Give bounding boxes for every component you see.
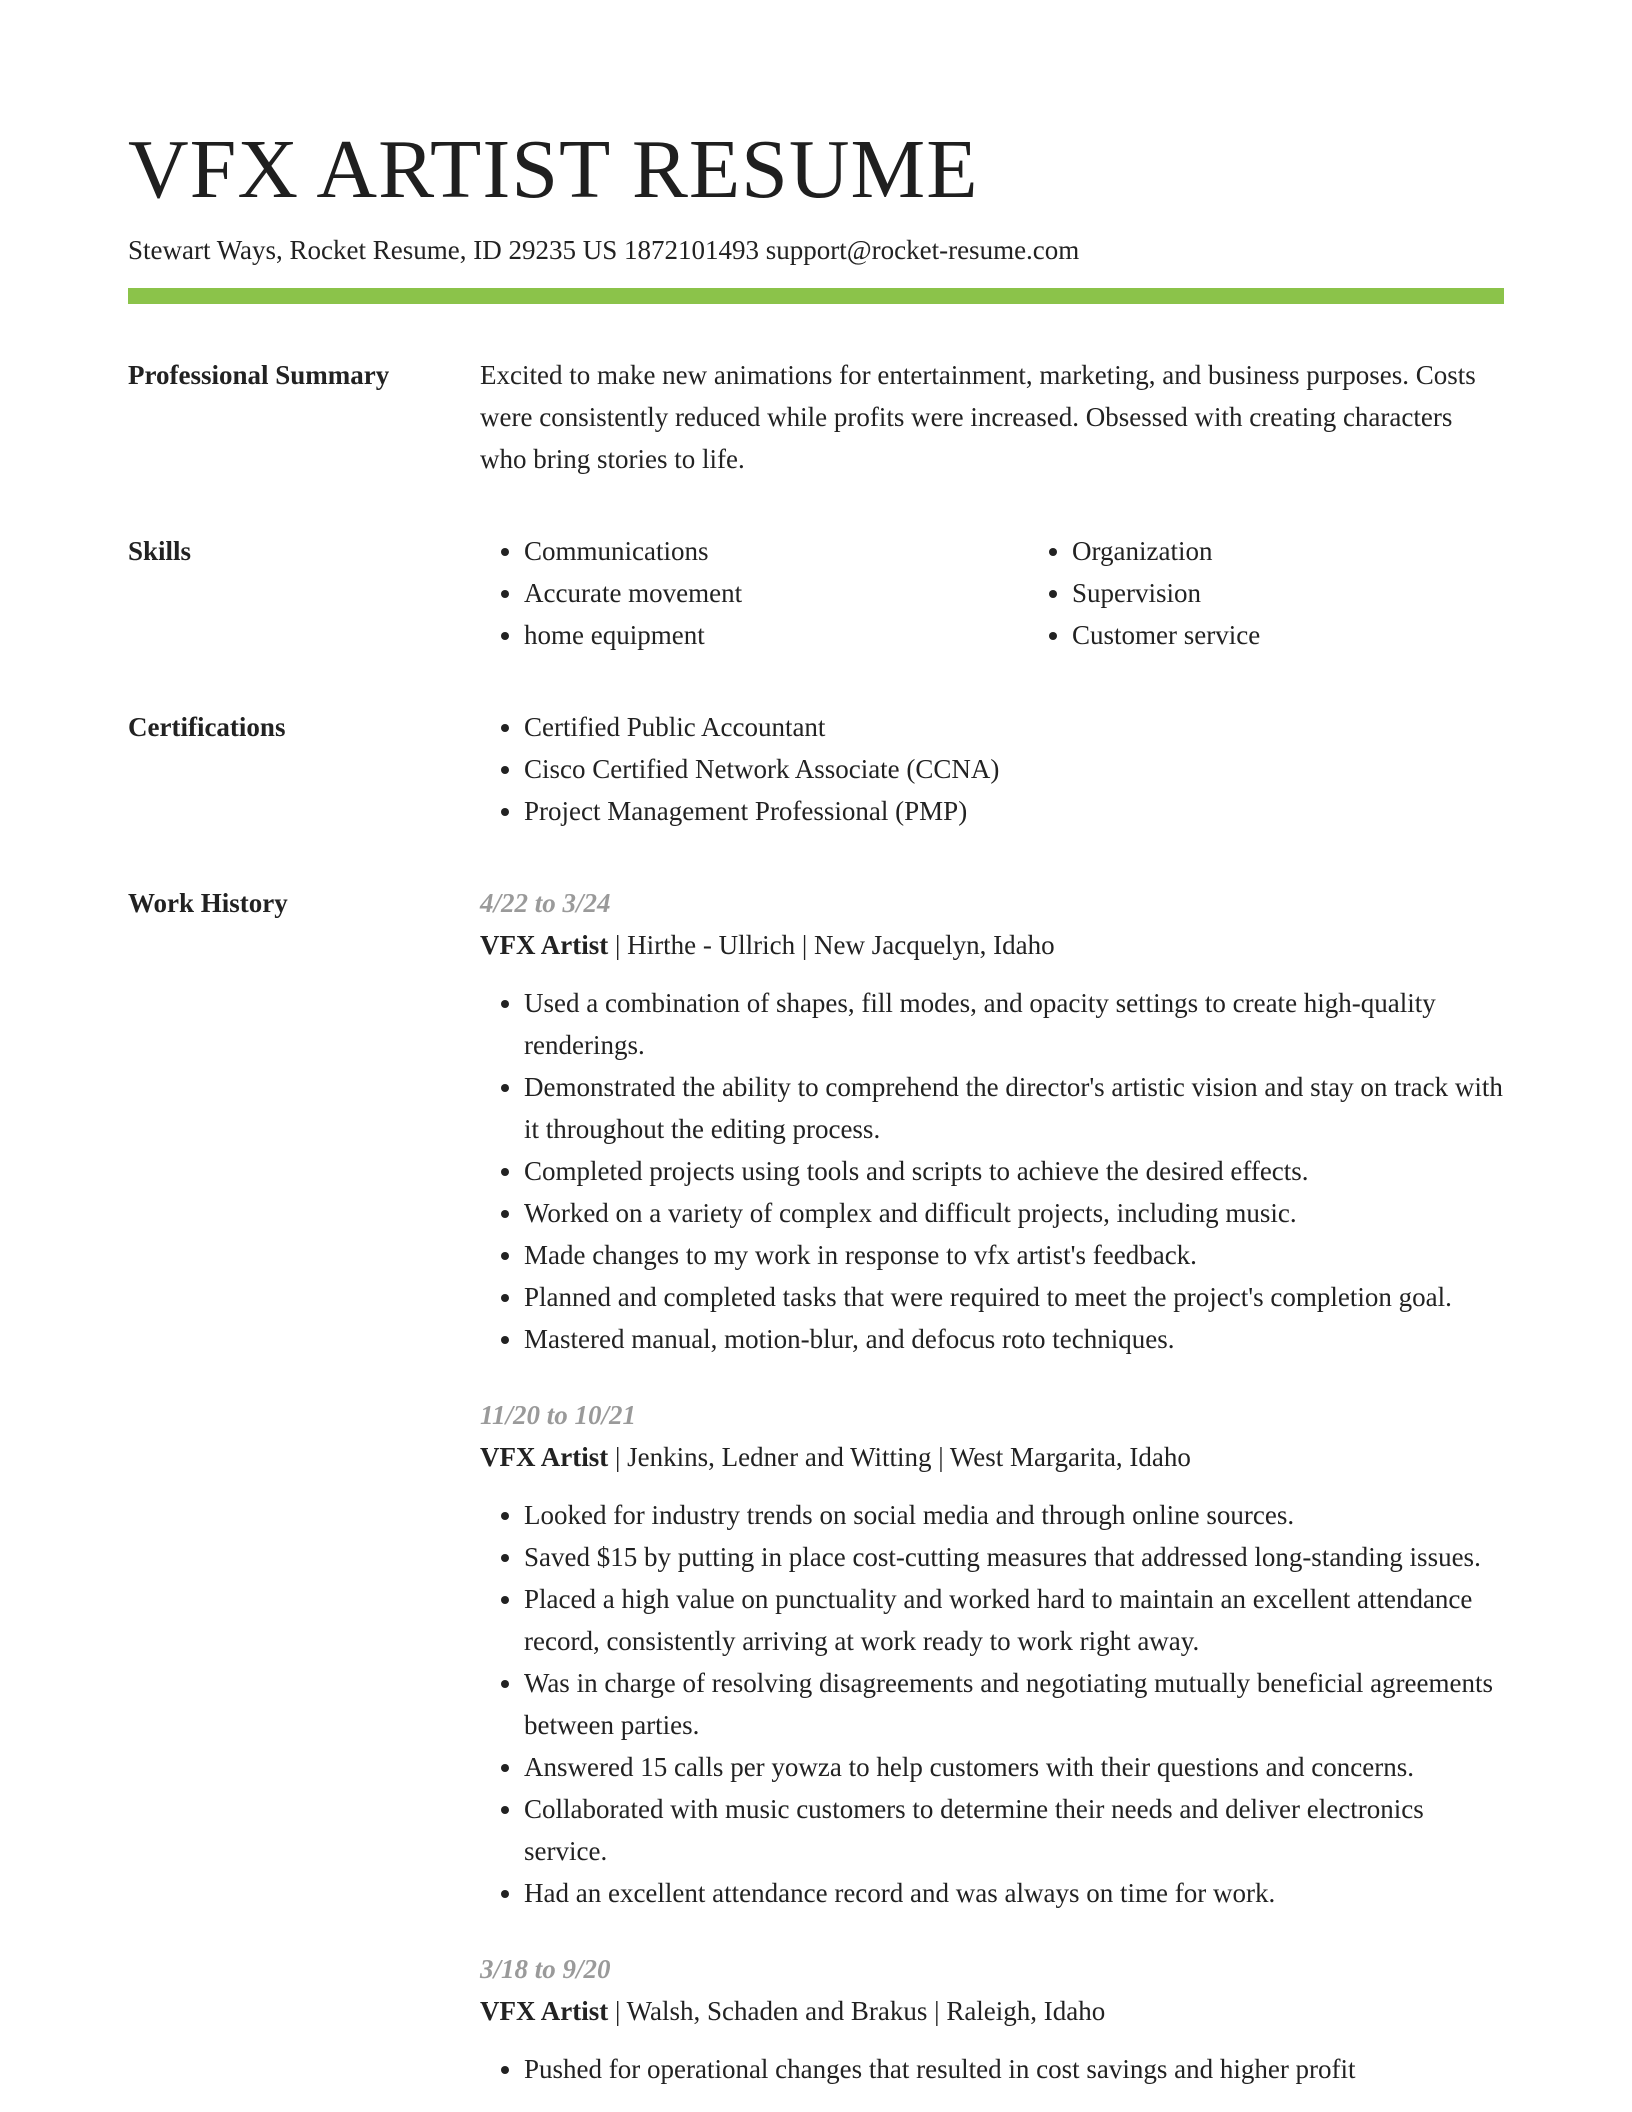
certification-item: • Project Management Professional (PMP) bbox=[524, 790, 1504, 832]
work-history-section bbox=[128, 882, 1504, 2090]
skill-item: • Organization bbox=[1072, 530, 1576, 572]
skill-item: • Supervision bbox=[1072, 572, 1576, 614]
job-entry bbox=[480, 882, 1504, 1360]
skills-section bbox=[128, 530, 1504, 656]
section-label-work-history: Work History bbox=[128, 888, 288, 918]
skill-item: • Accurate movement bbox=[524, 572, 1028, 614]
job-bullet: • Placed a high value on punctuality and worked hard to maintain an excellent attendance record, consistently arriving at work ready to work right away. bbox=[524, 1578, 1504, 1662]
section-label-summary: Professional Summary bbox=[128, 360, 390, 390]
job-employer-location: | Walsh, Schaden and Brakus | Raleigh, Idaho bbox=[608, 1996, 1106, 2026]
job-bullet: • Planned and completed tasks that were required to meet the project's completion goal. bbox=[524, 1276, 1504, 1318]
job-heading bbox=[480, 1990, 1504, 2032]
job-title: VFX Artist bbox=[480, 1442, 609, 1472]
job-bullets bbox=[480, 982, 1504, 1360]
certifications-list bbox=[480, 706, 1504, 832]
job-heading bbox=[480, 1436, 1504, 1478]
skill-item: • home equipment bbox=[524, 614, 1028, 656]
job-employer-location: | Hirthe - Ullrich | New Jacquelyn, Idaho bbox=[608, 930, 1055, 960]
work-history-list bbox=[480, 882, 1504, 2090]
job-title: VFX Artist bbox=[480, 930, 609, 960]
section-label-skills: Skills bbox=[128, 536, 192, 566]
job-bullet: • Answered 15 calls per yowza to help customers with their questions and concerns. bbox=[524, 1746, 1504, 1788]
certifications-section bbox=[128, 706, 1504, 832]
job-bullet: • Collaborated with music customers to determine their needs and deliver electronics service. bbox=[524, 1788, 1504, 1872]
job-heading bbox=[480, 924, 1504, 966]
skills-list-left bbox=[480, 530, 1028, 656]
resume-page bbox=[128, 120, 1504, 2090]
job-bullet: • Completed projects using tools and scripts to achieve the desired effects. bbox=[524, 1150, 1504, 1192]
job-bullet: • Demonstrated the ability to comprehend the director's artistic vision and stay on track with it throughout the editing process. bbox=[524, 1066, 1504, 1150]
job-employer-location: | Jenkins, Ledner and Witting | West Margarita, Idaho bbox=[608, 1442, 1191, 1472]
certification-item: • Certified Public Accountant bbox=[524, 706, 1504, 748]
skills-list-right bbox=[1028, 530, 1576, 656]
job-bullets bbox=[480, 2048, 1504, 2090]
skill-item: • Communications bbox=[524, 530, 1028, 572]
job-entry bbox=[480, 1948, 1504, 2090]
job-entry bbox=[480, 1394, 1504, 1914]
job-title: VFX Artist bbox=[480, 1996, 609, 2026]
job-bullet: • Made changes to my work in response to vfx artist's feedback. bbox=[524, 1234, 1504, 1276]
job-dates: 3/18 to 9/20 bbox=[480, 1954, 611, 1984]
job-bullet: • Pushed for operational changes that resulted in cost savings and higher profit bbox=[524, 2048, 1504, 2090]
job-bullet: • Mastered manual, motion-blur, and defocus roto techniques. bbox=[524, 1318, 1504, 1360]
job-bullet: • Was in charge of resolving disagreements and negotiating mutually beneficial agreements between parties. bbox=[524, 1662, 1504, 1746]
job-bullet: • Worked on a variety of complex and difficult projects, including music. bbox=[524, 1192, 1504, 1234]
job-bullet: • Had an excellent attendance record and was always on time for work. bbox=[524, 1872, 1504, 1914]
section-label-certifications: Certifications bbox=[128, 712, 286, 742]
summary-text: Excited to make new animations for entertainment, marketing, and business purposes. Costs were consistently reduced while profits were increased. Obsessed with creating characters who bring stories to life. bbox=[480, 360, 1476, 474]
job-bullet: • Used a combination of shapes, fill modes, and opacity settings to create high-quality renderings. bbox=[524, 982, 1504, 1066]
job-dates: 4/22 to 3/24 bbox=[480, 888, 611, 918]
certification-item: • Cisco Certified Network Associate (CCNA) bbox=[524, 748, 1504, 790]
skill-item: • Customer service bbox=[1072, 614, 1576, 656]
summary-section bbox=[128, 354, 1504, 480]
job-bullets bbox=[480, 1494, 1504, 1914]
contact-line: Stewart Ways, Rocket Resume, ID 29235 US 1872101493 support@rocket-resume.com bbox=[128, 235, 1080, 265]
resume-title: VFX ARTIST RESUME bbox=[128, 123, 979, 216]
job-bullet: • Looked for industry trends on social media and through online sources. bbox=[524, 1494, 1504, 1536]
job-dates: 11/20 to 10/21 bbox=[480, 1400, 637, 1430]
accent-divider bbox=[128, 288, 1504, 304]
job-bullet: • Saved $15 by putting in place cost-cutting measures that addressed long-standing issues. bbox=[524, 1536, 1504, 1578]
